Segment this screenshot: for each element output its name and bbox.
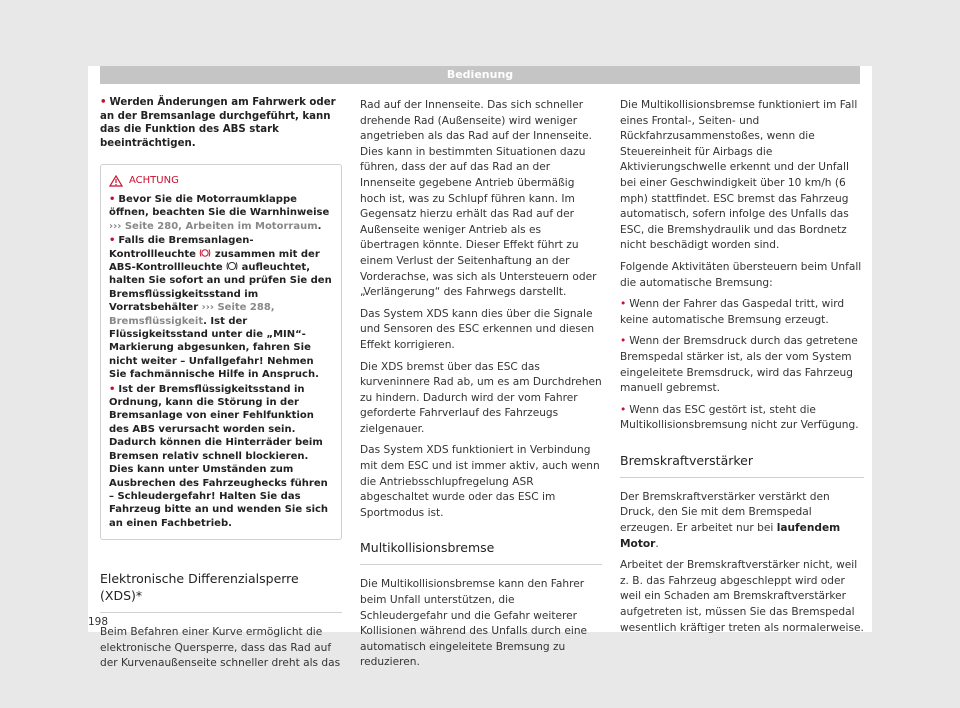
list-item: • Wenn das ESC gestört ist, steht die Multikollisionsbremsung nicht zur Verfügung. bbox=[620, 403, 859, 432]
warning-triangle-icon bbox=[109, 175, 123, 187]
column-2 bbox=[360, 98, 602, 677]
bullet-icon: • bbox=[620, 403, 627, 416]
paragraph: Die XDS bremst über das ESC das kurveninnere Rad ab, um es am Durchdrehen zu hindern. Dadurch wird der vom Fahrer geforderte Fahrverlauf des Fahrzeugs zielgenauer. bbox=[360, 360, 602, 435]
list-item: • Falls die Bremsanlagen-Kontrollleuchte zusammen mit der ABS-Kontrollleuchte aufleuchtet, halten Sie sofort an und prüfen Sie den Bremsflüssigkeitsstand im Vorratsbehälter ››› Seite 288, Bremsflüssigkeit. Ist der Flüssigkeitsstand unter die „MIN“-Markierung abgesunken, fahren Sie nicht weiter – Unfallgefahr! Nehmen Sie fachmännische Hilfe in Anspruch. bbox=[109, 235, 332, 381]
page-header: Bedienung bbox=[100, 66, 860, 84]
warning-header bbox=[101, 165, 341, 193]
paragraph: Arbeitet der Bremskraftverstärker nicht, weil z. B. das Fahrzeug abgeschleppt wird oder weil ein Schaden am Bremskraftverstärker aufgetreten ist, müssen Sie das Bremspedal wesentlich kräftiger treten als normalerweise. bbox=[620, 559, 864, 634]
paragraph: Folgende Aktivitäten übersteuern beim Unfall die automatische Bremsung: bbox=[620, 260, 862, 289]
list-item: • Bevor Sie die Motorraumklappe öffnen, beachten Sie die Warnhinweise ››› Seite 280, Arbeiten im Motorraum. bbox=[109, 193, 330, 232]
abs-warning-lamp-icon bbox=[226, 261, 238, 271]
brake-warning-lamp-icon bbox=[199, 248, 211, 258]
list-item: • Werden Änderungen am Fahrwerk oder an der Bremsanlage durchgeführt, kann das die Funktion des ABS stark beeinträchtigen. bbox=[100, 97, 336, 149]
section-title-multikollisionsbremse: Multikollisionsbremse bbox=[360, 539, 602, 565]
bullet-icon: • bbox=[109, 235, 116, 247]
page-reference-link[interactable]: ››› Seite 288, Bremsflüssigkeit bbox=[109, 302, 275, 327]
page-number: 198 bbox=[88, 616, 109, 628]
bullet-icon: • bbox=[100, 97, 107, 108]
emphasis: laufendem Motor bbox=[620, 522, 841, 550]
bullet-icon: • bbox=[109, 383, 116, 395]
paragraph: Das System XDS funktioniert in Verbindung mit dem ESC und ist immer aktiv, auch wenn die Antriebsschlupfregelung ASR abgeschaltet wurde oder das ESC im Sportmodus ist. bbox=[360, 444, 600, 519]
warning-body bbox=[101, 193, 341, 539]
section-title-bremskraftverstaerker: Bremskraftverstärker bbox=[620, 452, 864, 478]
bullet-icon: • bbox=[109, 193, 116, 205]
warning-box bbox=[100, 164, 342, 540]
paragraph: Die Multikollisionsbremse kann den Fahrer beim Unfall unterstützen, die Schleudergefahr und die Gefahr weiterer Kollisionen während des Unfalls durch eine automatisch eingeleitete Bremsung zu reduzieren. bbox=[360, 578, 588, 669]
list-item: • Wenn der Bremsdruck durch das getretene Bremspedal stärker ist, als der vom System eingeleitete Bremsdruck, wird das Fahrzeug manuell gebremst. bbox=[620, 335, 858, 395]
page-reference-link[interactable]: ››› Seite 280, Arbeiten im Motorraum bbox=[109, 220, 318, 232]
section-title-xds: Elektronische Differenzialsperre (XDS)* bbox=[100, 570, 342, 613]
column-1 bbox=[100, 96, 342, 678]
bullet-icon: • bbox=[620, 298, 627, 311]
list-item: • Ist der Bremsflüssigkeitsstand in Ordnung, kann die Störung in der Bremsanlage von einer Fehlfunktion des ABS verursacht worden sein. Dadurch können die Hinterräder beim Bremsen relativ schnell blockieren. Dies kann unter Umständen zum Ausbrechen des Fahrzeughecks führen – Schleudergefahr! Halten Sie das Fahrzeug bitte an und wenden Sie sich an einen Fachbetrieb. bbox=[109, 383, 329, 529]
paragraph: Rad auf der Innenseite. Das sich schneller drehende Rad (Außenseite) wird weniger angetrieben als das Rad auf der Innenseite. Dies kann in bestimmten Situationen dazu führen, dass der auf das Rad an der Innenseite gegebene Antrieb übermäßig hoch ist, was zu Schlupf führen kann. Im Gegensatz hierzu erhält das Rad auf der Außenseite weniger Antrieb als es übertragen könnte. Dieser Effekt führt zu einem Verlust der Seitenhaftung an der Vorderachse, was sich als Untersteuern oder „Verlängerung“ des Fahrwegs darstellt. bbox=[360, 99, 597, 299]
list-item: • Wenn der Fahrer das Gaspedal tritt, wird keine automatische Bremsung erzeugt. bbox=[620, 298, 845, 326]
column-3 bbox=[620, 98, 864, 642]
bullet-icon: • bbox=[620, 335, 627, 348]
paragraph: Der Bremskraftverstärker verstärkt den Druck, den Sie mit dem Bremspedal erzeugen. Er arbeitet nur bei laufendem Motor. bbox=[620, 490, 841, 550]
paragraph: Die Multikollisionsbremse funktioniert im Fall eines Frontal-, Seiten- und Rückfahrzusammenstoßes, wenn die Steuereinheit für Airbags die Aktivierungschwelle erkennt und der Unfall bei einer Geschwindigkeit über 10 km/h (6 mph) stattfindet. ESC bremst das Fahrzeug automatisch, sofern infolge des Unfalls das ESC, die Bremshydraulik und das Bordnetz nicht beschädigt worden sind. bbox=[620, 99, 858, 252]
paragraph: Das System XDS kann dies über die Signale und Sensoren des ESC erkennen und diesen Effekt korrigieren. bbox=[360, 307, 595, 351]
paragraph: Beim Befahren einer Kurve ermöglicht die elektronische Quersperre, dass das Rad auf der Kurvenaußenseite schneller dreht als das bbox=[100, 626, 341, 670]
warning-title: ACHTUNG bbox=[129, 175, 179, 187]
